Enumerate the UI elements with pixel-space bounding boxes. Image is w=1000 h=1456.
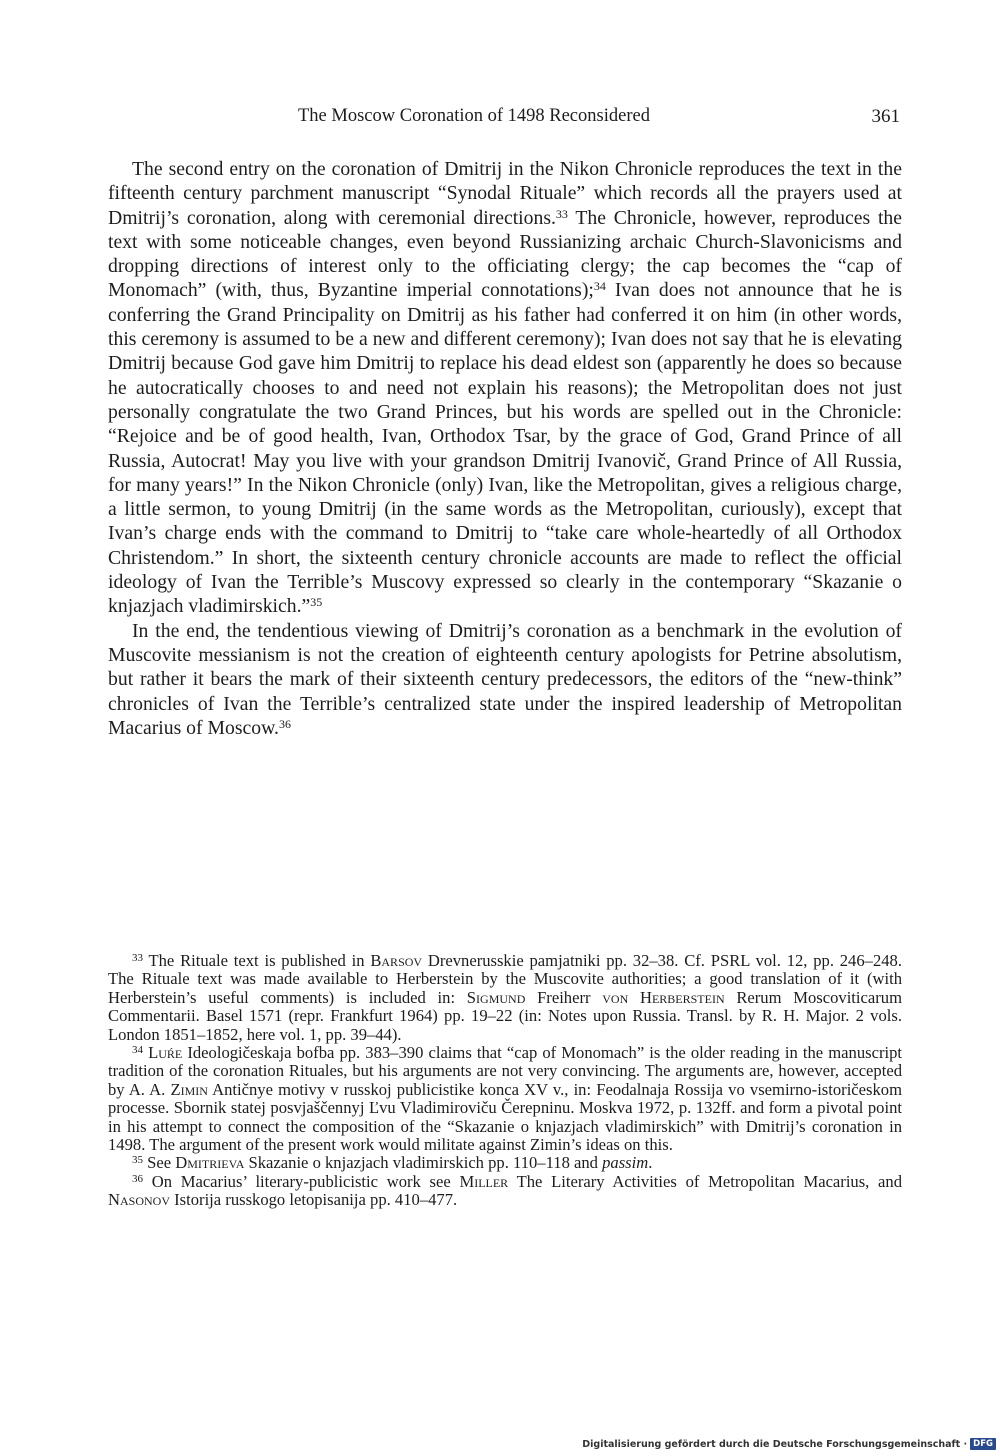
footnote-35 — [108, 1154, 902, 1172]
digitization-stamp — [582, 1438, 996, 1450]
footnote-number: 36 — [132, 1172, 143, 1185]
running-title: The Moscow Coronation of 1498 Reconsidered — [298, 106, 650, 126]
paragraph-2 — [108, 619, 902, 740]
footnote-ref-34: 34 — [593, 279, 606, 294]
footnote-36 — [108, 1173, 902, 1210]
footnote-33 — [108, 952, 902, 1044]
author-name: Dmitrieva — [175, 1153, 245, 1173]
author-name: Luŕe — [148, 1043, 183, 1063]
author-name: Sigmund — [466, 987, 526, 1007]
footnote-number: 35 — [132, 1154, 143, 1167]
footnotes — [108, 952, 902, 1210]
author-name: von Herberstein — [602, 987, 725, 1007]
footnote-text: Skazanie o knjazjach vladimirskich pp. 110–118 and — [244, 1153, 603, 1173]
paragraph-1-text-c: Ivan does not announce that he is conferring the Grand Principality on Dmitrij as his father had conferred it on him (in other words, this ceremony is assumed to be a new and different ceremony); Ivan does not say that he is elevating Dmitrij because God gave him Dmitrij to replace his dead eldest son (apparently he does so because he autocratically chooses to and need not explain his reasons); the Metropolitan does not just personally congratulate the two Grand Princes, but his words are spelled out in the Chronicle: “Rejoice and be of good health, Ivan, Orthodox Tsar, by the grace of God, Grand Prince of all Russia, Autocrat! May you live with your grandson Dmitrij Ivanovič, Grand Prince of All Russia, for many years!” In the Nikon Chronicle (only) Ivan, like the Metropolitan, gives a religious charge, a little sermon, to young Dmitrij (in the same words as the Metropolitan, curiously), except that Ivan’s charge ends with the command to Dmitrij to “take care whole-heartedly of all Orthodox Christendom.” In short, the sixteenth century chronicle accounts are made to reflect the official ideology of Ivan the Terrible’s Muscovy expressed so clearly in the contemporary “Skazanie o knjazjach vladimirskich.” — [108, 279, 902, 618]
footnote-text: Freiherr — [525, 987, 603, 1007]
page-number: 361 — [871, 106, 900, 127]
author-name: Miller — [459, 1171, 509, 1191]
dfg-logo-icon: DFG — [970, 1438, 996, 1450]
footnote-text: . — [648, 1153, 653, 1173]
paragraph-1 — [108, 157, 902, 619]
footnote-34 — [108, 1044, 902, 1154]
footnote-ref-36: 36 — [278, 716, 291, 731]
author-name: Zimin — [170, 1079, 208, 1099]
footnote-text: Rerum Moscoviticarum Commentarii. Basel 1571 (repr. Frankfurt 1964) pp. 19–22 (in: Notes upon Russia. Transl. by R. H. Major. 2 vols. London 1851–1852, here vol. 1, pp. 39–44). — [108, 987, 902, 1044]
footnote-ref-33: 33 — [555, 206, 568, 221]
footnote-number: 34 — [132, 1044, 143, 1057]
paragraph-1-text-b: The Chronicle, however, reproduces the text with some noticeable changes, even beyond Russianizing archaic Church-Slavonicisms and dropping directions of interest only to the officiating clergy; the cap becomes the “cap of Monomach” (with, thus, Byzantine imperial connotations); — [108, 206, 902, 302]
author-name: Nasonov — [108, 1190, 170, 1210]
footnote-text: On Macarius’ literary-publicistic work see — [143, 1171, 460, 1191]
paragraph-1-text-a: The second entry on the coronation of Dmitrij in the Nikon Chronicle reproduces the text in the fifteenth century parchment manuscript “Synodal Rituale” which records all the prayers used at Dmitrij’s coronation, along with ceremonial directions. — [108, 158, 902, 229]
stamp-text: Digitalisierung gefördert durch die Deutsche Forschungsgemeinschaft · — [582, 1438, 968, 1450]
main-text — [108, 157, 902, 740]
footnote-text: Ideologičeskaja bofba pp. 383–390 claims that “cap of Monomach” is the older reading in the manuscript tradition of the coronation Rituales, but his arguments are not very convincing. The arguments are, however, accepted by A. A. — [108, 1043, 903, 1099]
footnote-text: Istorija russkogo letopisanija pp. 410–477. — [170, 1190, 458, 1210]
footnote-text: See — [143, 1153, 176, 1173]
author-name: Barsov — [370, 951, 423, 970]
footnote-text: The Rituale text is published in — [143, 951, 371, 970]
italic-term: passim — [602, 1153, 649, 1173]
running-header — [110, 106, 900, 132]
footnote-ref-35: 35 — [310, 595, 323, 610]
paragraph-2-text: In the end, the tendentious viewing of Dmitrij’s coronation as a benchmark in the evolution of Muscovite messianism is not the creation of eighteenth century apologists for Petrine absolutism, but rather it bears the mark of their sixteenth century predecessors, the editors of the “new-think” chronicles of Ivan the Terrible’s centralized state under the inspired leadership of Metropolitan Macarius of Moscow. — [108, 619, 902, 739]
footnote-text: Antičnye motivy v russkoj publicistike konca XV v., in: Feodalnaja Rossija vo vsemirno-istoričeskom processe. Sbornik statej posvjaščennyj Ľvu Vladimiroviču Čerepninu. Moskva 1972, p. 132ff. and form a pivotal point in his attempt to connect the composition of the “Skazanie o knjazjach vladimirskich” with Dmitrij’s coronation in 1498. The argument of the present work would militate against Zimin’s ideas on this. — [108, 1079, 902, 1155]
footnote-text: The Literary Activities of Metropolitan Macarius, and — [508, 1171, 903, 1191]
footnote-text: Drevnerusskie pamjatniki pp. 32–38. Cf. PSRL vol. 12, pp. 246–248. The Rituale text was made available to Herberstein by the Muscovite authorities; a good translation of it (with Herberstein’s useful comments) is included in: — [108, 951, 902, 1007]
footnote-number: 33 — [132, 952, 143, 964]
